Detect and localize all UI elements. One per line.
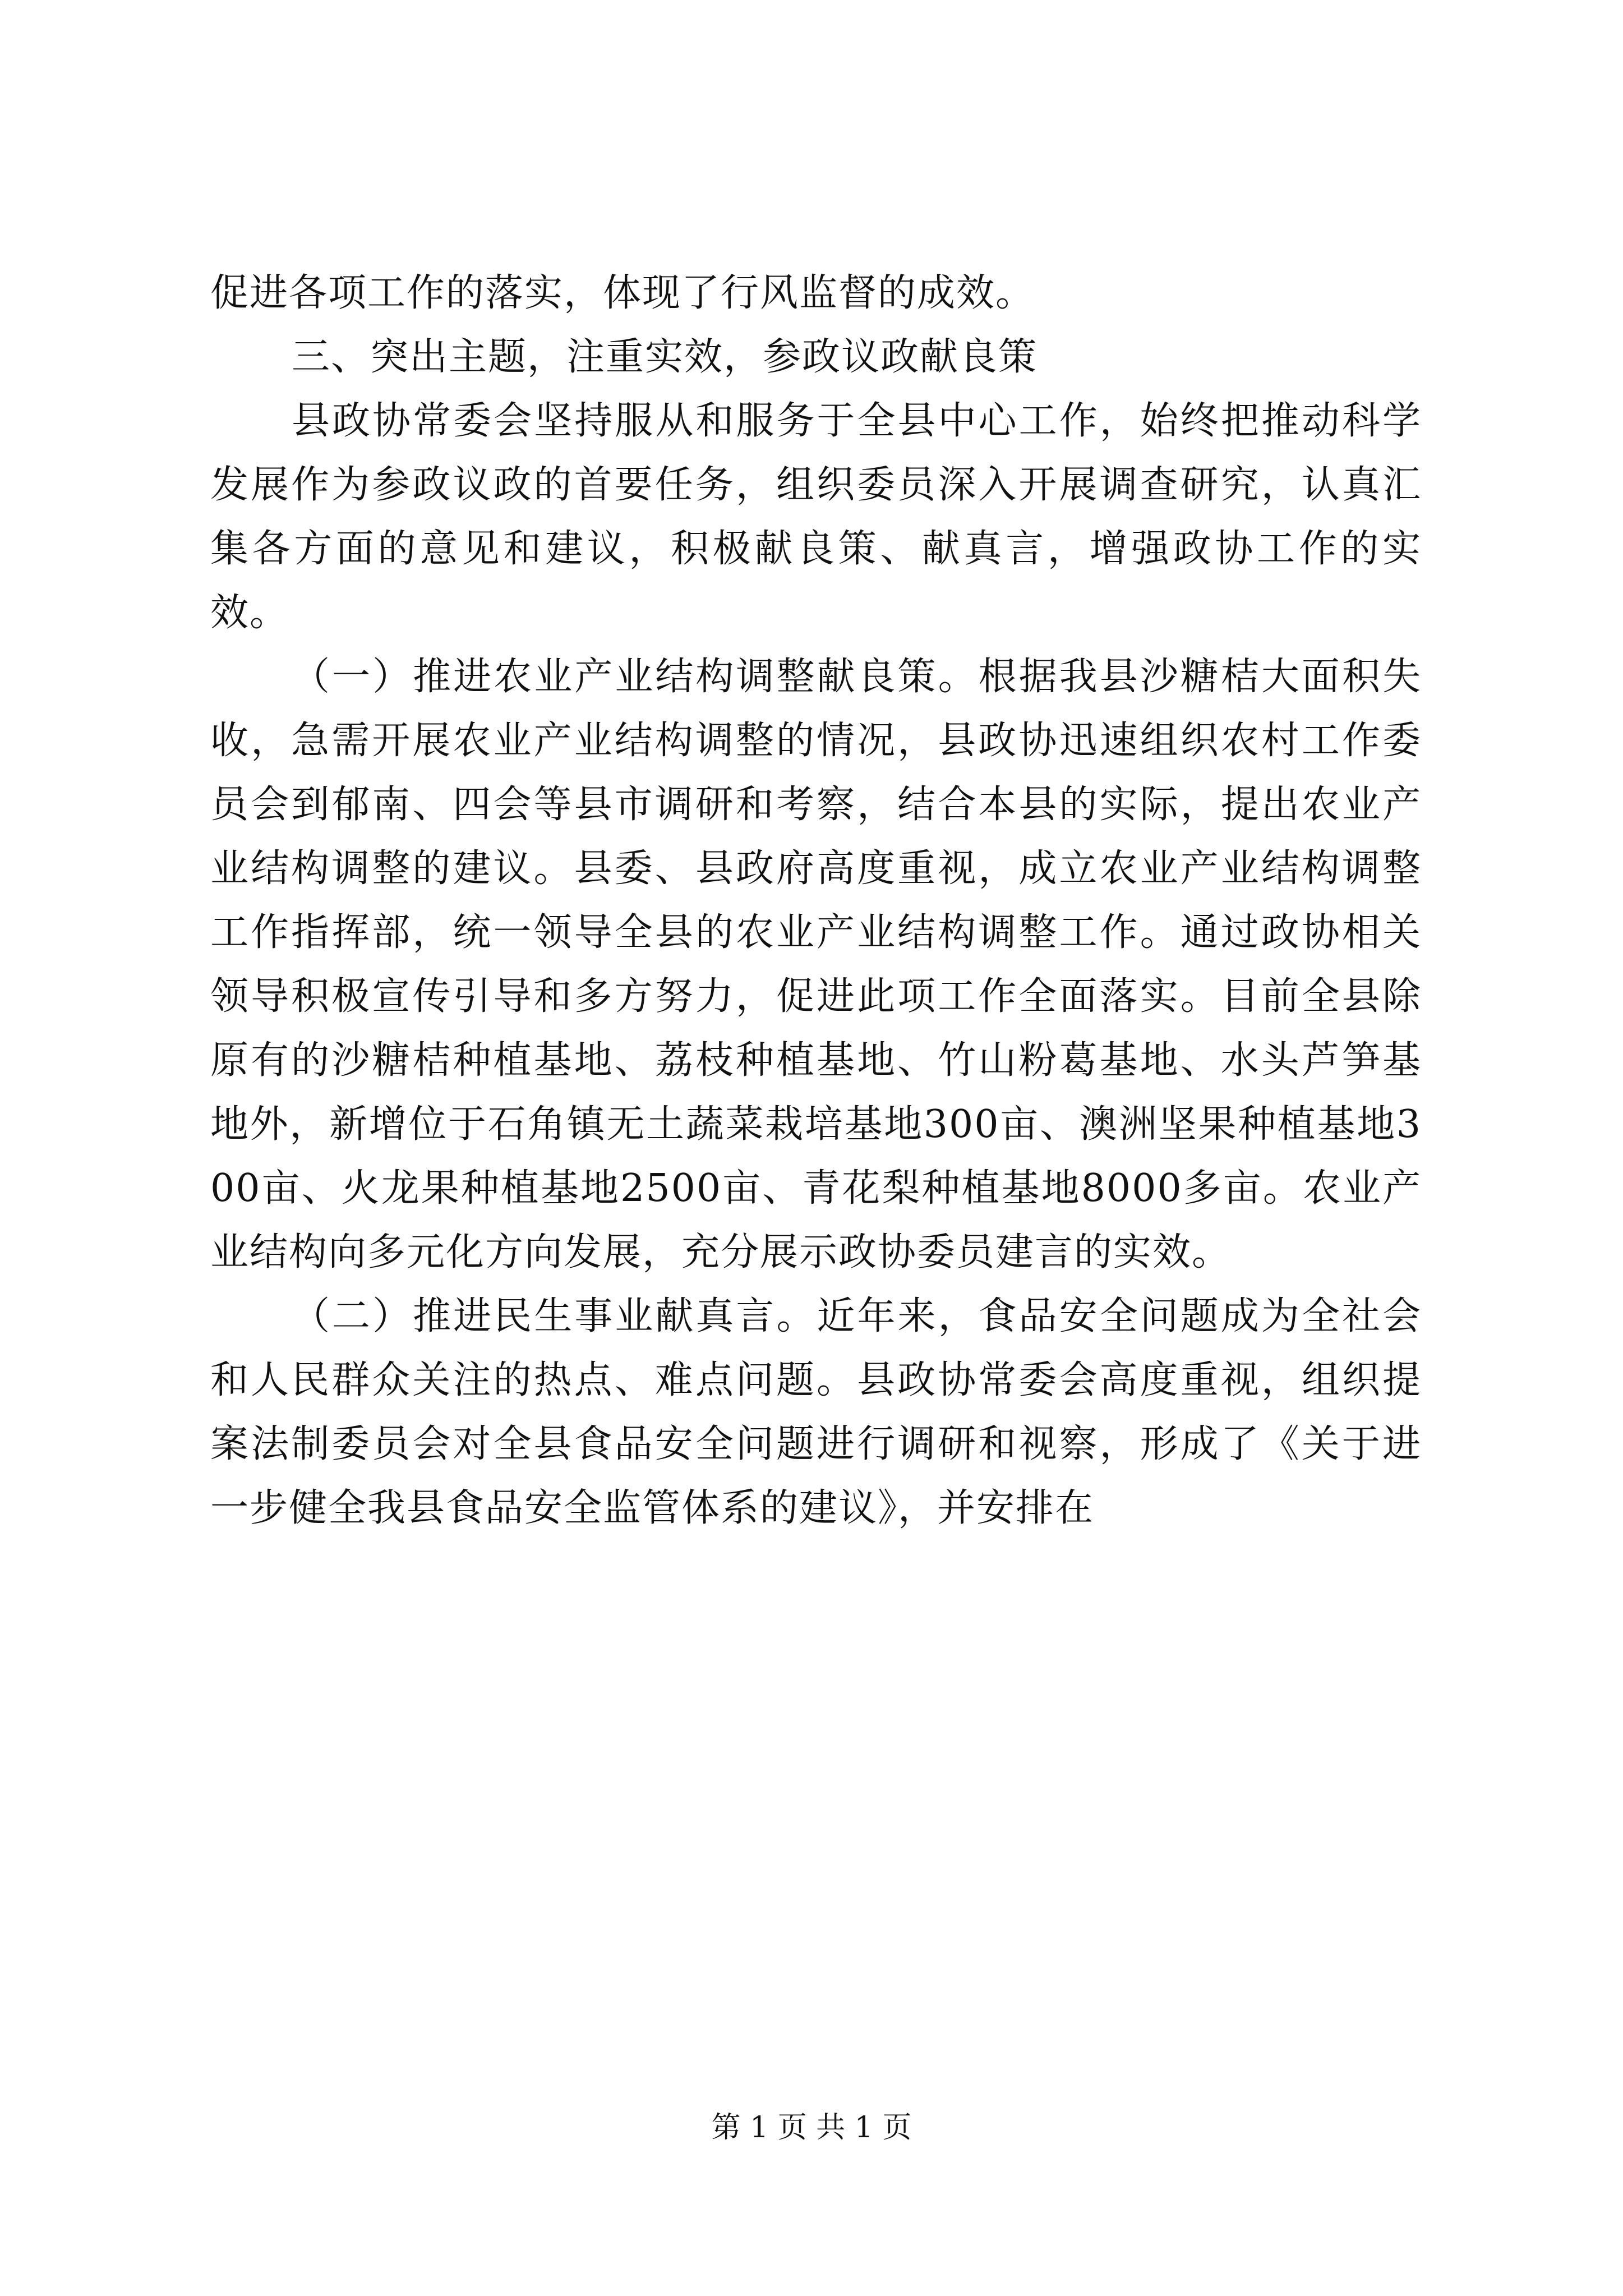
paragraph-intro: 县政协常委会坚持服从和服务于全县中心工作，始终把推动科学发展作为参政议政的首要任务，组织委员深入开展调查研究，认真汇集各方面的意见和建议，积极献良策、献真言，增强政协工作的实效。: [210, 399, 1422, 635]
document-body: [210, 261, 1422, 1540]
section-heading: 三、突出主题，注重实效，参政议政献良策: [292, 335, 1038, 379]
page-footer: 第 1 页 共 1 页: [711, 2111, 912, 2145]
paragraph-continuation: 促进各项工作的落实，体现了行风监督的成效。: [210, 271, 1035, 315]
paragraph-item-2: （二）推进民生事业献真言。近年来，食品安全问题成为全社会和人民群众关注的热点、难点问题。县政协常委会高度重视，组织提案法制委员会对全县食品安全问题进行调研和视察，形成了《关于进一步健全我县食品安全监管体系的建议》，并安排在: [210, 1294, 1422, 1530]
paragraph-item-1: （一）推进农业产业结构调整献良策。根据我县沙糖桔大面积失收，急需开展农业产业结构调整的情况，县政协迅速组织农村工作委员会到郁南、四会等县市调研和考察，结合本县的实际，提出农业产业结构调整的建议。县委、县政府高度重视，成立农业产业结构调整工作指挥部，统一领导全县的农业产业结构调整工作。通过政协相关领导积极宣传引导和多方努力，促进此项工作全面落实。目前全县除原有的沙糖桔种植基地、荔枝种植基地、竹山粉葛基地、水头芦笋基地外，新增位于石角镇无土蔬菜栽培基地300亩、澳洲坚果种植基地300亩、火龙果种植基地2500亩、青花梨种植基地8000多亩。农业产业结构向多元化方向发展，充分展示政协委员建言的实效。: [210, 655, 1422, 1274]
